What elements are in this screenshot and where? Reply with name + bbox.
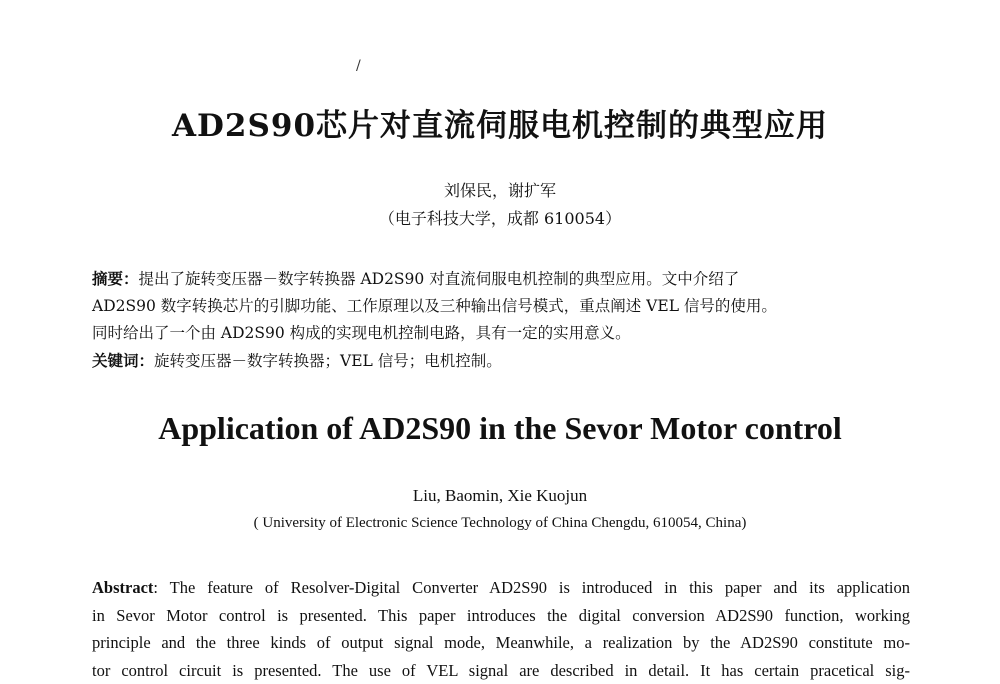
english-abstract-line: principle and the three kinds of output signal mode, Meanwhile, a realization by the AD2S90 constitute mo- [92,633,910,652]
english-affiliation: ( University of Electronic Science Technology of China Chengdu, 610054, China) [253,515,747,531]
english-abstract-line [92,574,910,602]
english-authors: Liu, Baomin, Xie Kuojun [412,486,588,505]
chinese-keywords: 旋转变压器－数字转换器；VEL 信号；电机控制。 [154,352,502,370]
chinese-abstract-line: 同时给出了一个由 AD2S90 构成的实现电机控制电路，具有一定的实用意义。 [92,324,631,342]
english-abstract-line: tor control circuit is presented. The use of VEL signal are described in detail. It has certain pracetical sig- [92,660,910,680]
chinese-abstract-line: AD2S90 数字转换芯片的引脚功能、工作原理以及三种输出信号模式，重点阐述 VEL 信号的使用。 [92,297,777,315]
chinese-affiliation: （电子科技大学，成都 610054） [378,209,622,228]
english-abstract-line: in Sevor Motor control is presented. This paper introduces the digital conversion AD2S90 function, working [92,605,910,625]
chinese-abstract-line [92,265,914,293]
chinese-abstract [92,265,914,375]
english-title: Application of AD2S90 in the Sevor Motor control [158,410,842,446]
chinese-abstract-label: 摘要： [92,269,139,288]
english-abstract-label: Abstract [92,578,154,597]
chinese-abstract-text: 提出了旋转变压器－数字转换器 AD2S90 对直流伺服电机控制的典型应用。文中介绍了 [138,270,740,288]
english-abstract-text: : The feature of Resolver-Digital Converter AD2S90 is introduced in this paper and its application [153,578,910,597]
chinese-title: AD2S90芯片对直流伺服电机控制的典型应用 [171,108,829,144]
chinese-authors: 刘保民，谢扩军 [443,181,556,200]
chinese-keywords-label: 关键词： [92,351,155,370]
stray-mark: / [356,58,361,74]
chinese-keywords-line [92,347,914,375]
english-abstract [92,574,910,684]
